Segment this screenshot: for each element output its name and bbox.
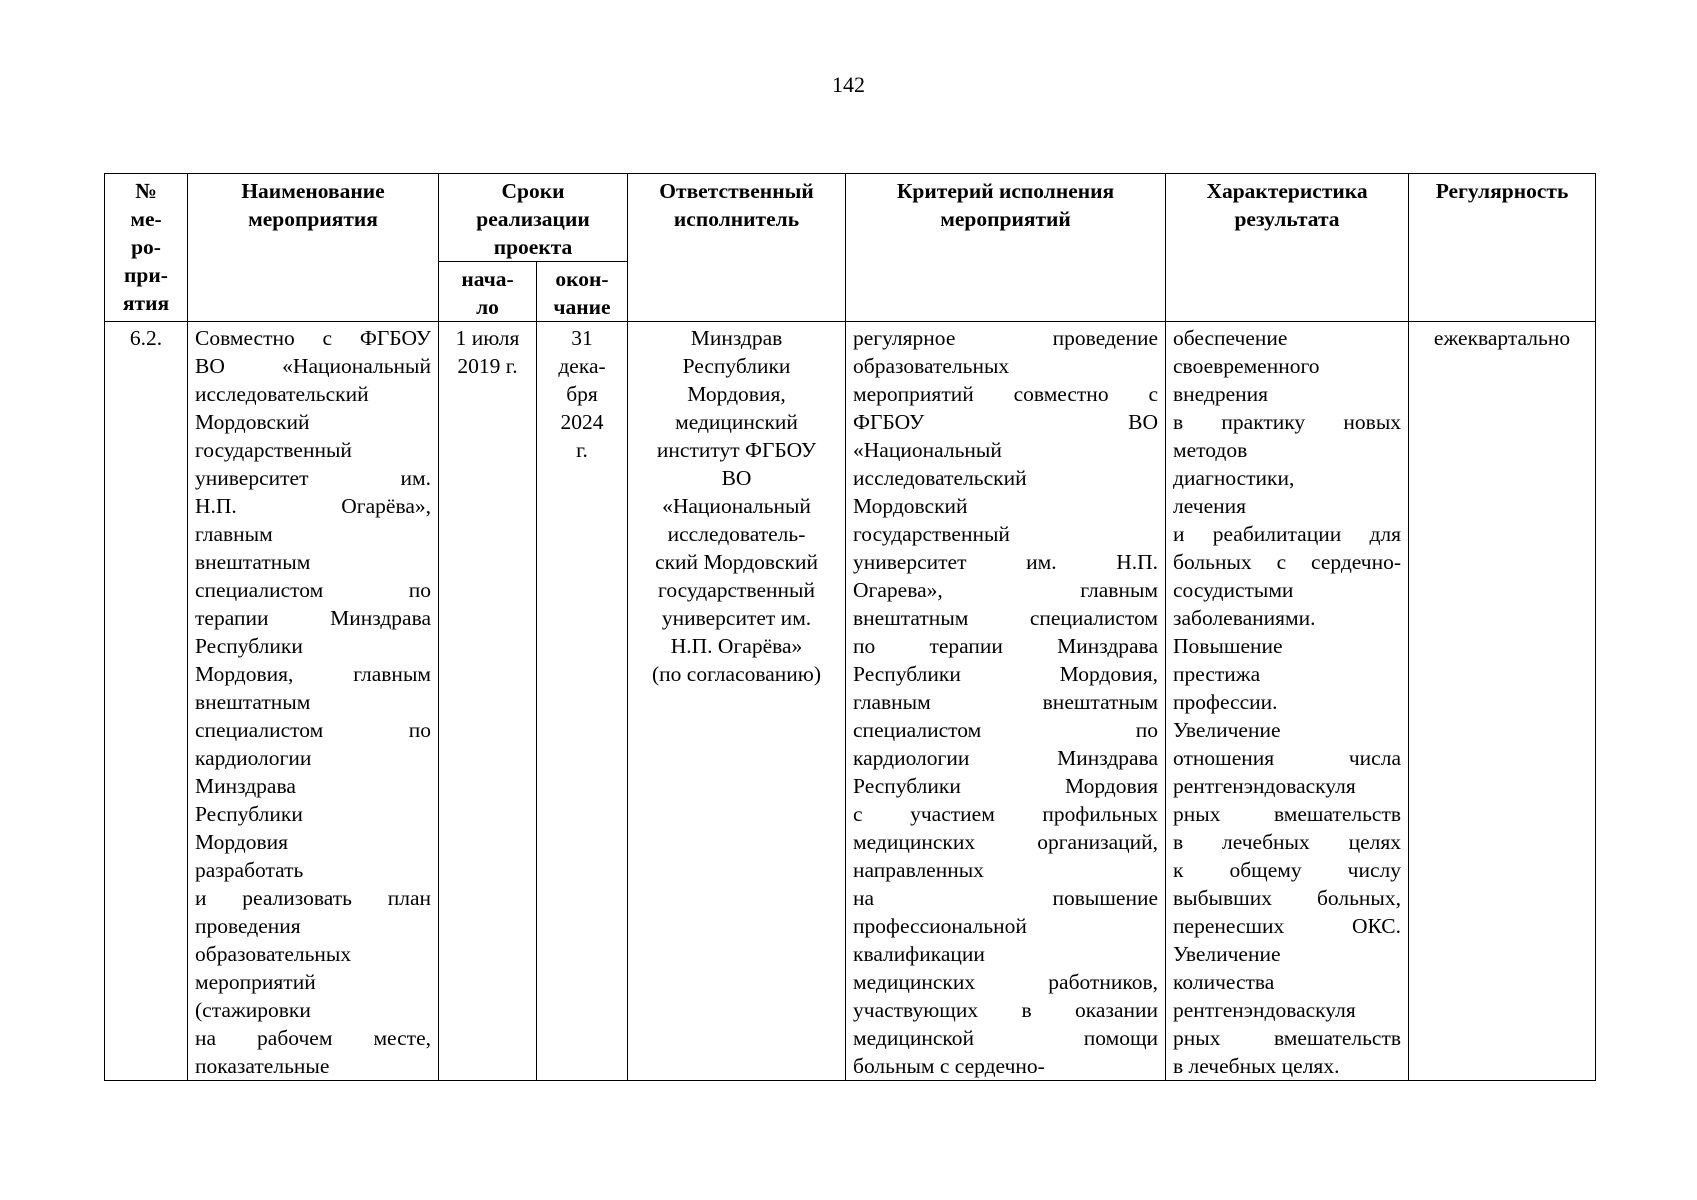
cell-line: Увеличение: [1173, 718, 1281, 742]
cell-line: больных с сердечно-: [1173, 550, 1402, 574]
cell-line: медицинской помощи: [853, 1026, 1159, 1050]
row-start: [439, 322, 537, 1081]
cell-line: ло: [476, 295, 499, 319]
cell-line: мероприятий: [195, 970, 316, 994]
cell-line: диагностики,: [1173, 466, 1295, 490]
cell-line: на повышение: [853, 886, 1159, 910]
cell-line: 31: [571, 326, 593, 350]
cell-line: главным: [195, 522, 273, 546]
cell-line: разработать: [195, 858, 304, 882]
cell-line: в лечебных целях: [1173, 830, 1402, 854]
cell-line: Мордовский: [853, 494, 968, 518]
cell-line: по терапии Минздрава: [853, 634, 1159, 658]
cell-line: отношения числа: [1173, 746, 1402, 770]
cell-line: обеспечение: [1173, 326, 1288, 350]
cell-line: к общему числу: [1173, 858, 1402, 882]
header-name: [188, 174, 439, 322]
cell-line: университет им.: [195, 466, 431, 490]
cell-line: Минздрава: [195, 774, 296, 798]
row-criterion: [846, 322, 1166, 1081]
cell-line: при-: [124, 263, 168, 287]
cell-line: государственный: [658, 578, 815, 602]
cell-line: количества: [1173, 970, 1275, 994]
cell-line: Республики: [682, 354, 791, 378]
cell-line: Мордовский: [195, 410, 310, 434]
cell-line: рных вмешательств: [1173, 1026, 1402, 1050]
cell-line: направленных: [853, 858, 984, 882]
cell-line: медицинский: [675, 410, 798, 434]
cell-line: Мордовия, главным: [195, 662, 431, 686]
cell-line: Совместно с ФГБОУ: [195, 326, 431, 350]
cell-line: Республики: [195, 634, 303, 658]
cell-line: 2019 г.: [457, 354, 518, 378]
cell-line: с участием профильных: [853, 802, 1159, 826]
cell-line: Республики Мордовия,: [853, 662, 1159, 686]
cell-line: бря: [566, 382, 598, 406]
cell-line: университет им. Н.П.: [853, 550, 1159, 574]
cell-line: Минздрав: [690, 326, 783, 350]
cell-line: ВО «Национальный: [195, 354, 431, 378]
cell-line: образовательных: [853, 354, 1010, 378]
cell-line: исследовательский: [853, 466, 1027, 490]
row-name: [188, 322, 439, 1081]
cell-line: перенесших ОКС.: [1173, 914, 1402, 938]
cell-line: исследователь-: [667, 522, 806, 546]
cell-line: сосудистыми: [1173, 578, 1294, 602]
cell-line: профессии.: [1173, 690, 1278, 714]
cell-line: в практику новых: [1173, 410, 1402, 434]
cell-line: главным внештатным: [853, 690, 1159, 714]
activities-table: [104, 173, 1596, 1081]
cell-line: «Национальный: [662, 494, 811, 518]
cell-line: окон-: [555, 267, 609, 291]
cell-line: чание: [553, 295, 611, 319]
row-result: [1166, 322, 1409, 1081]
cell-line: ский Мордовский: [655, 550, 818, 574]
cell-line: университет им.: [661, 606, 812, 630]
row-regularity: ежеквартально: [1409, 322, 1596, 1081]
header-responsible: [628, 174, 846, 322]
cell-line: мероприятий: [940, 207, 1071, 231]
cell-line: ятия: [122, 291, 170, 315]
cell-line: ВО: [721, 466, 752, 490]
cell-line: специалистом по: [195, 578, 431, 602]
cell-line: исполнитель: [673, 207, 800, 231]
cell-line: терапии Минздрава: [195, 606, 431, 630]
cell-line: институт ФГБОУ: [656, 438, 817, 462]
header-start: [439, 262, 537, 322]
cell-line: больным с сердечно-: [853, 1054, 1045, 1078]
cell-line: внештатным: [195, 690, 311, 714]
header-regularity: Регулярность: [1409, 174, 1596, 322]
cell-line: рентгенэндоваскуля: [1173, 998, 1356, 1022]
cell-line: (по согласованию): [652, 662, 822, 686]
header-row-top: [105, 174, 1596, 262]
cell-line: методов: [1173, 438, 1248, 462]
cell-line: Характеристика: [1206, 179, 1368, 203]
cell-line: рентгенэндоваскуля: [1173, 774, 1356, 798]
cell-line: Огарева», главным: [853, 578, 1159, 602]
cell-line: участвующих в оказании: [853, 998, 1159, 1022]
cell-line: и реабилитации для: [1173, 522, 1402, 546]
cell-line: рных вмешательств: [1173, 802, 1402, 826]
cell-line: лечения: [1173, 494, 1247, 518]
cell-line: дека-: [558, 354, 606, 378]
cell-line: профессиональной: [853, 914, 1027, 938]
cell-line: Мордовия: [195, 830, 289, 854]
cell-line: и реализовать план: [195, 886, 431, 910]
cell-line: Н.П. Огарёва»: [670, 634, 803, 658]
header-number: [105, 174, 188, 322]
cell-line: мероприятий совместно с: [853, 382, 1159, 406]
cell-line: государственный: [853, 522, 1010, 546]
cell-line: проекта: [493, 235, 573, 259]
cell-line: медицинских работников,: [853, 970, 1159, 994]
cell-line: результата: [1234, 207, 1340, 231]
cell-line: Наименование: [241, 179, 385, 203]
header-criterion: [846, 174, 1166, 322]
cell-line: внештатным специалистом: [853, 606, 1159, 630]
cell-line: 2024: [560, 410, 604, 434]
cell-line: Мордовия,: [687, 382, 786, 406]
cell-line: исследовательский: [195, 382, 369, 406]
cell-line: проведения: [195, 914, 301, 938]
row-responsible: [628, 322, 846, 1081]
cell-line: Республики: [195, 802, 303, 826]
cell-line: 1 июля: [455, 326, 520, 350]
cell-line: реализации: [476, 207, 590, 231]
cell-line: в лечебных целях.: [1173, 1054, 1340, 1078]
cell-line: медицинских организаций,: [853, 830, 1159, 854]
cell-line: заболеваниями.: [1173, 606, 1316, 630]
cell-line: ро-: [131, 235, 161, 259]
cell-line: Ответственный: [659, 179, 814, 203]
cell-line: образовательных: [195, 942, 352, 966]
cell-line: государственный: [195, 438, 352, 462]
cell-line: престижа: [1173, 662, 1261, 686]
cell-line: ФГБОУ ВО: [853, 410, 1159, 434]
cell-line: Повышение: [1173, 634, 1283, 658]
header-period: [439, 174, 628, 262]
cell-line: Сроки: [501, 179, 565, 203]
cell-line: «Национальный: [853, 438, 1002, 462]
cell-line: ме-: [130, 207, 162, 231]
cell-line: внештатным: [195, 550, 311, 574]
cell-line: №: [135, 179, 157, 203]
cell-line: специалистом по: [853, 718, 1159, 742]
cell-line: Увеличение: [1173, 942, 1281, 966]
header-end: [537, 262, 628, 322]
cell-line: Н.П. Огарёва»,: [195, 494, 431, 518]
cell-line: регулярное проведение: [853, 326, 1159, 350]
table-row: [105, 322, 1596, 1081]
cell-line: нача-: [461, 267, 514, 291]
cell-line: выбывших больных,: [1173, 886, 1402, 910]
cell-line: специалистом по: [195, 718, 431, 742]
cell-line: Критерий исполнения: [896, 179, 1115, 203]
cell-line: г.: [576, 438, 588, 462]
page-number: 142: [832, 72, 865, 97]
header-result: [1166, 174, 1409, 322]
cell-line: своевременного: [1173, 354, 1320, 378]
row-number: 6.2.: [105, 322, 188, 1081]
cell-line: (стажировки: [195, 998, 311, 1022]
cell-line: квалификации: [853, 942, 985, 966]
cell-line: внедрения: [1173, 382, 1269, 406]
cell-line: кардиологии Минздрава: [853, 746, 1159, 770]
cell-line: мероприятия: [248, 207, 378, 231]
cell-line: показательные: [195, 1054, 330, 1078]
cell-line: Республики Мордовия: [853, 774, 1159, 798]
row-end: [537, 322, 628, 1081]
cell-line: на рабочем месте,: [195, 1026, 431, 1050]
cell-line: кардиологии: [195, 746, 312, 770]
